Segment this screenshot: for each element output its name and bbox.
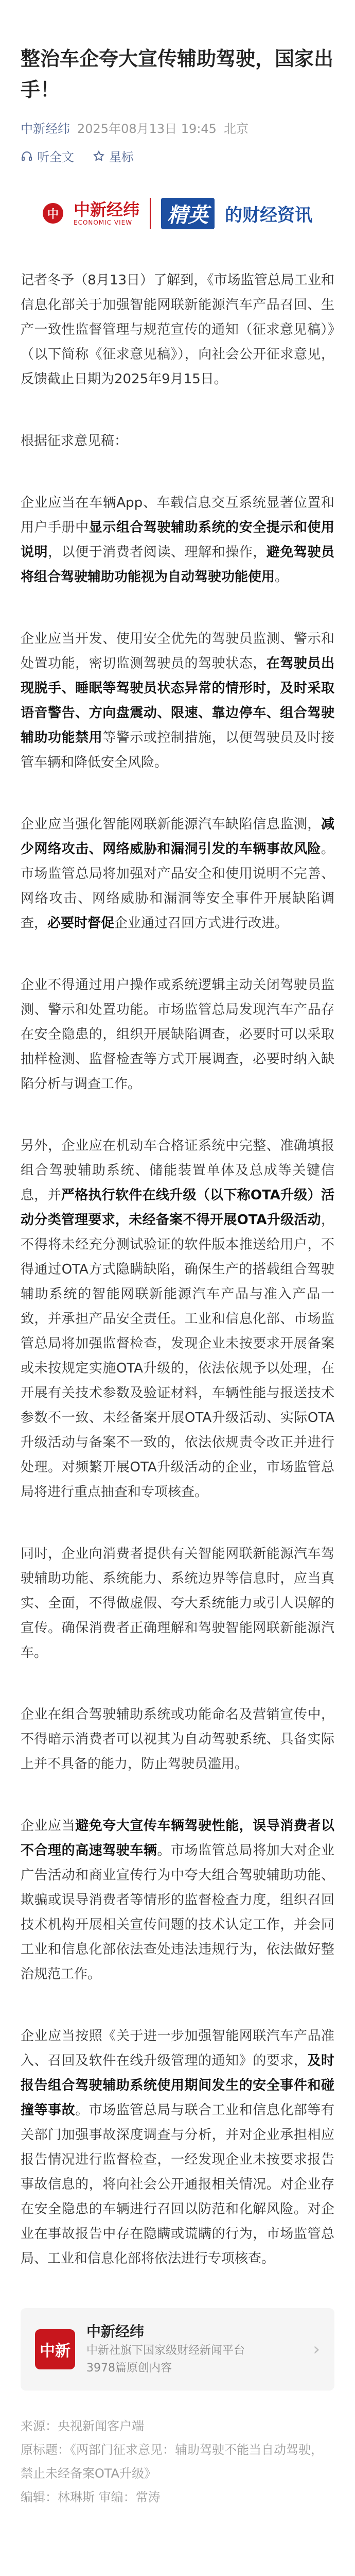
chevron-right-icon: ›	[313, 2339, 320, 2360]
article-paragraph	[21, 2024, 334, 2271]
star-button[interactable]	[93, 147, 134, 165]
banner-divider	[150, 198, 151, 229]
paragraph-emphasis: 在驾驶员出现脱手、睡眠等驾驶员状态异常的情形时，及时采取语音警告、方向盘震动、限速、靠边停车、组合驾驶辅助功能禁用	[21, 656, 334, 745]
article-paragraph	[21, 268, 334, 392]
brand-name: 中新经纬	[73, 200, 139, 219]
paragraph-emphasis: 避免驾驶员将组合驾驶辅助功能视为自动驾驶功能使用	[21, 545, 334, 585]
paragraph-text: 。市场监管总局与联合工业和信息化部等有关部门加强事故深度调查与分析，并对企业承担相应报告情况进行监督检查，一经发现企业未按要求报告事故信息的，将向社会公开通报相关情况。对企业存在安全隐患的车辆进行召回以防范和化解风险。对企业在事故报告中存在隐瞒或谎瞒的行为，市场监管总局、工业和信息化部将依法进行专项核查。	[21, 2103, 334, 2266]
paragraph-text: 企业在组合驾驶辅助系统或功能命名及营销宣传中，不得暗示消费者可以视其为自动驾驶系统、具备实际上并不具备的能力，防止驾驶员滥用。	[21, 1707, 334, 1772]
brand-logo-icon: 中	[43, 203, 63, 224]
account-description: 中新社旗下国家级财经新闻平台	[86, 2344, 245, 2357]
paragraph-emphasis: 严格执行软件在线升级（以下称OTA升级）活动分类管理要求，未经备案不得开展OTA升级活动	[21, 1188, 334, 1228]
brand-english: ECONOMIC VIEW	[73, 219, 133, 226]
headphones-icon	[21, 150, 33, 162]
source-name[interactable]: 中新经纬	[21, 122, 70, 136]
article-paragraph	[21, 1133, 334, 1504]
account-post-count: 3978篇原创内容	[86, 2362, 172, 2375]
paragraph-text: 企业应当按照《关于进一步加强智能网联汽车产品准入、召回及软件在线升级管理的通知》的要求，	[21, 2028, 334, 2069]
paragraph-text: 企业通过召回方式进行改进。	[114, 916, 289, 931]
paragraph-text: ，不得将未经充分测试验证的软件版本推送给用户，不得通过OTA方式隐瞒缺陷，确保生产的搭载组合驾驶辅助系统的智能网联新能源汽车产品与准入产品一致，并承担产品安全责任。工业和信息化部、市场监管总局将加强监督检查，发现企业未按要求开展备案或未按规定实施OTA升级的，依法依规予以处理，在开展有关技术参数及验证材料，车辆性能与报送技术参数不一致、未经备案开展OTA升级活动、实际OTA升级活动与备案不一致的，依法依规责令改正并进行处理。对频繁开展OTA升级活动的企业，市场监管总局将进行重点抽查和专项核查。	[21, 1212, 334, 1500]
paragraph-text: 根据征求意见稿：	[21, 433, 128, 449]
paragraph-text: 企业应当强化智能网联新能源汽车缺陷信息监测，	[21, 817, 321, 832]
publish-location: 北京	[223, 122, 248, 136]
article-actions	[21, 147, 334, 165]
paragraph-text: 。市场监管总局将加大对企业广告活动和商业宣传行为中夸大组合驾驶辅助功能、欺骗或误导消费者等情形的监督检查力度，组织召回技术机构开展相关宣传问题的技术认定工作，并会同工业和信息化部依法查处违法违规行为，依法做好整治规范工作。	[21, 1843, 334, 1982]
paragraph-text: 企业应当	[21, 1818, 76, 1834]
article-meta	[21, 118, 334, 137]
paragraph-emphasis: 必要时督促	[47, 916, 115, 931]
paragraph-emphasis: 避免夸大宣传车辆驾驶性能，误导消费者以不合理的高速驾驶车辆	[21, 1818, 334, 1858]
footer-editor: 编辑：林琳斯 审编：常涛	[21, 2490, 161, 2504]
paragraph-text: 同时，企业向消费者提供有关智能网联新能源汽车驾驶辅助功能、系统能力、系统边界等信息时，应当真实、全面，不得做虚假、夸大系统能力或引人误解的宣传。确保消费者正确理解和驾驶智能网联新能源汽车。	[21, 1546, 334, 1660]
paragraph-text: 企业应当在车辆App、车载信息交互系统显著位置和用户手册中	[21, 495, 334, 535]
listen-label: 听全文	[37, 150, 74, 164]
article-paragraph	[21, 626, 334, 775]
footer-original-title: 原标题：《两部门征求意见：辅助驾驶不能当自动驾驶，禁止未经备案OTA升级》	[21, 2443, 323, 2481]
paragraph-emphasis: 减少网络攻击、网络威胁和漏洞引发的车辆事故风险	[21, 817, 334, 857]
paragraph-text: 等警示或控制措施，以便驾驶员及时接管车辆和降低安全风险。	[21, 730, 334, 770]
paragraph-emphasis: 及时报告组合驾驶辅助系统使用期间发生的安全事件和碰撞等事故	[21, 2053, 334, 2118]
footer-source: 来源：央视新闻客户端	[21, 2419, 144, 2433]
listen-button[interactable]	[21, 147, 74, 165]
paragraph-text: 记者冬予（8月13日）了解到，《市场监管总局工业和信息化部关于加强智能网联新能源汽车产品召回、生产一致性监督管理与规范宣传的通知（征求意见稿）》（以下简称《征求意见稿》），向社会公开征求意见，反馈截止日期为2025年9月15日。	[21, 273, 334, 387]
column-suffix: 的财经资讯	[225, 205, 312, 226]
paragraph-text: 另外，企业应在机动车合格证系统中完整、准确填报组合驾驶辅助系统、储能装置单体及总成等关键信息，并	[21, 1138, 334, 1203]
article-body	[21, 268, 334, 2271]
account-card[interactable]	[21, 2308, 334, 2391]
article-paragraph	[21, 1541, 334, 1665]
star-icon	[93, 150, 105, 162]
article-paragraph	[21, 490, 334, 589]
publish-date: 2025年08月13日 19:45	[77, 122, 217, 136]
article-paragraph	[21, 973, 334, 1096]
article-paragraph	[21, 812, 334, 936]
article-footer	[21, 2414, 334, 2509]
brand-banner	[21, 185, 334, 241]
account-info	[86, 2321, 301, 2377]
paragraph-text: 。市场监管总局将加强对产品安全和使用说明不完善、网络攻击、网络威胁和漏洞等安全事件开展缺陷调查，	[21, 841, 334, 931]
star-label: 星标	[109, 150, 134, 164]
article-paragraph	[21, 1814, 334, 1987]
paragraph-text: 企业应当开发、使用安全优先的驾驶员监测、警示和处置功能，密切监测驾驶员的驾驶状态，	[21, 631, 334, 671]
paragraph-text: 。	[275, 569, 289, 585]
brand-logo	[74, 200, 139, 226]
article-title: 整治车企夸大宣传辅助驾驶，国家出手！	[21, 47, 334, 101]
article-paragraph	[21, 1702, 334, 1776]
paragraph-emphasis: 显示组合驾驶辅助系统的安全提示和使用说明	[21, 520, 334, 560]
column-highlight: 精英	[161, 198, 215, 229]
article-paragraph	[21, 429, 334, 453]
account-name: 中新经纬	[86, 2323, 145, 2340]
account-logo: 中新	[35, 2329, 75, 2369]
paragraph-text: ，以便于消费者阅读、理解和操作，	[48, 545, 267, 560]
paragraph-text: 企业不得通过用户操作或系统逻辑主动关闭驾驶员监测、警示和处置功能。市场监管总局发现汽车产品存在安全隐患的，组织开展缺陷调查，必要时可以采取抽样检测、监督检查等方式开展调查，必要时纳入缺陷分析与调查工作。	[21, 977, 334, 1092]
